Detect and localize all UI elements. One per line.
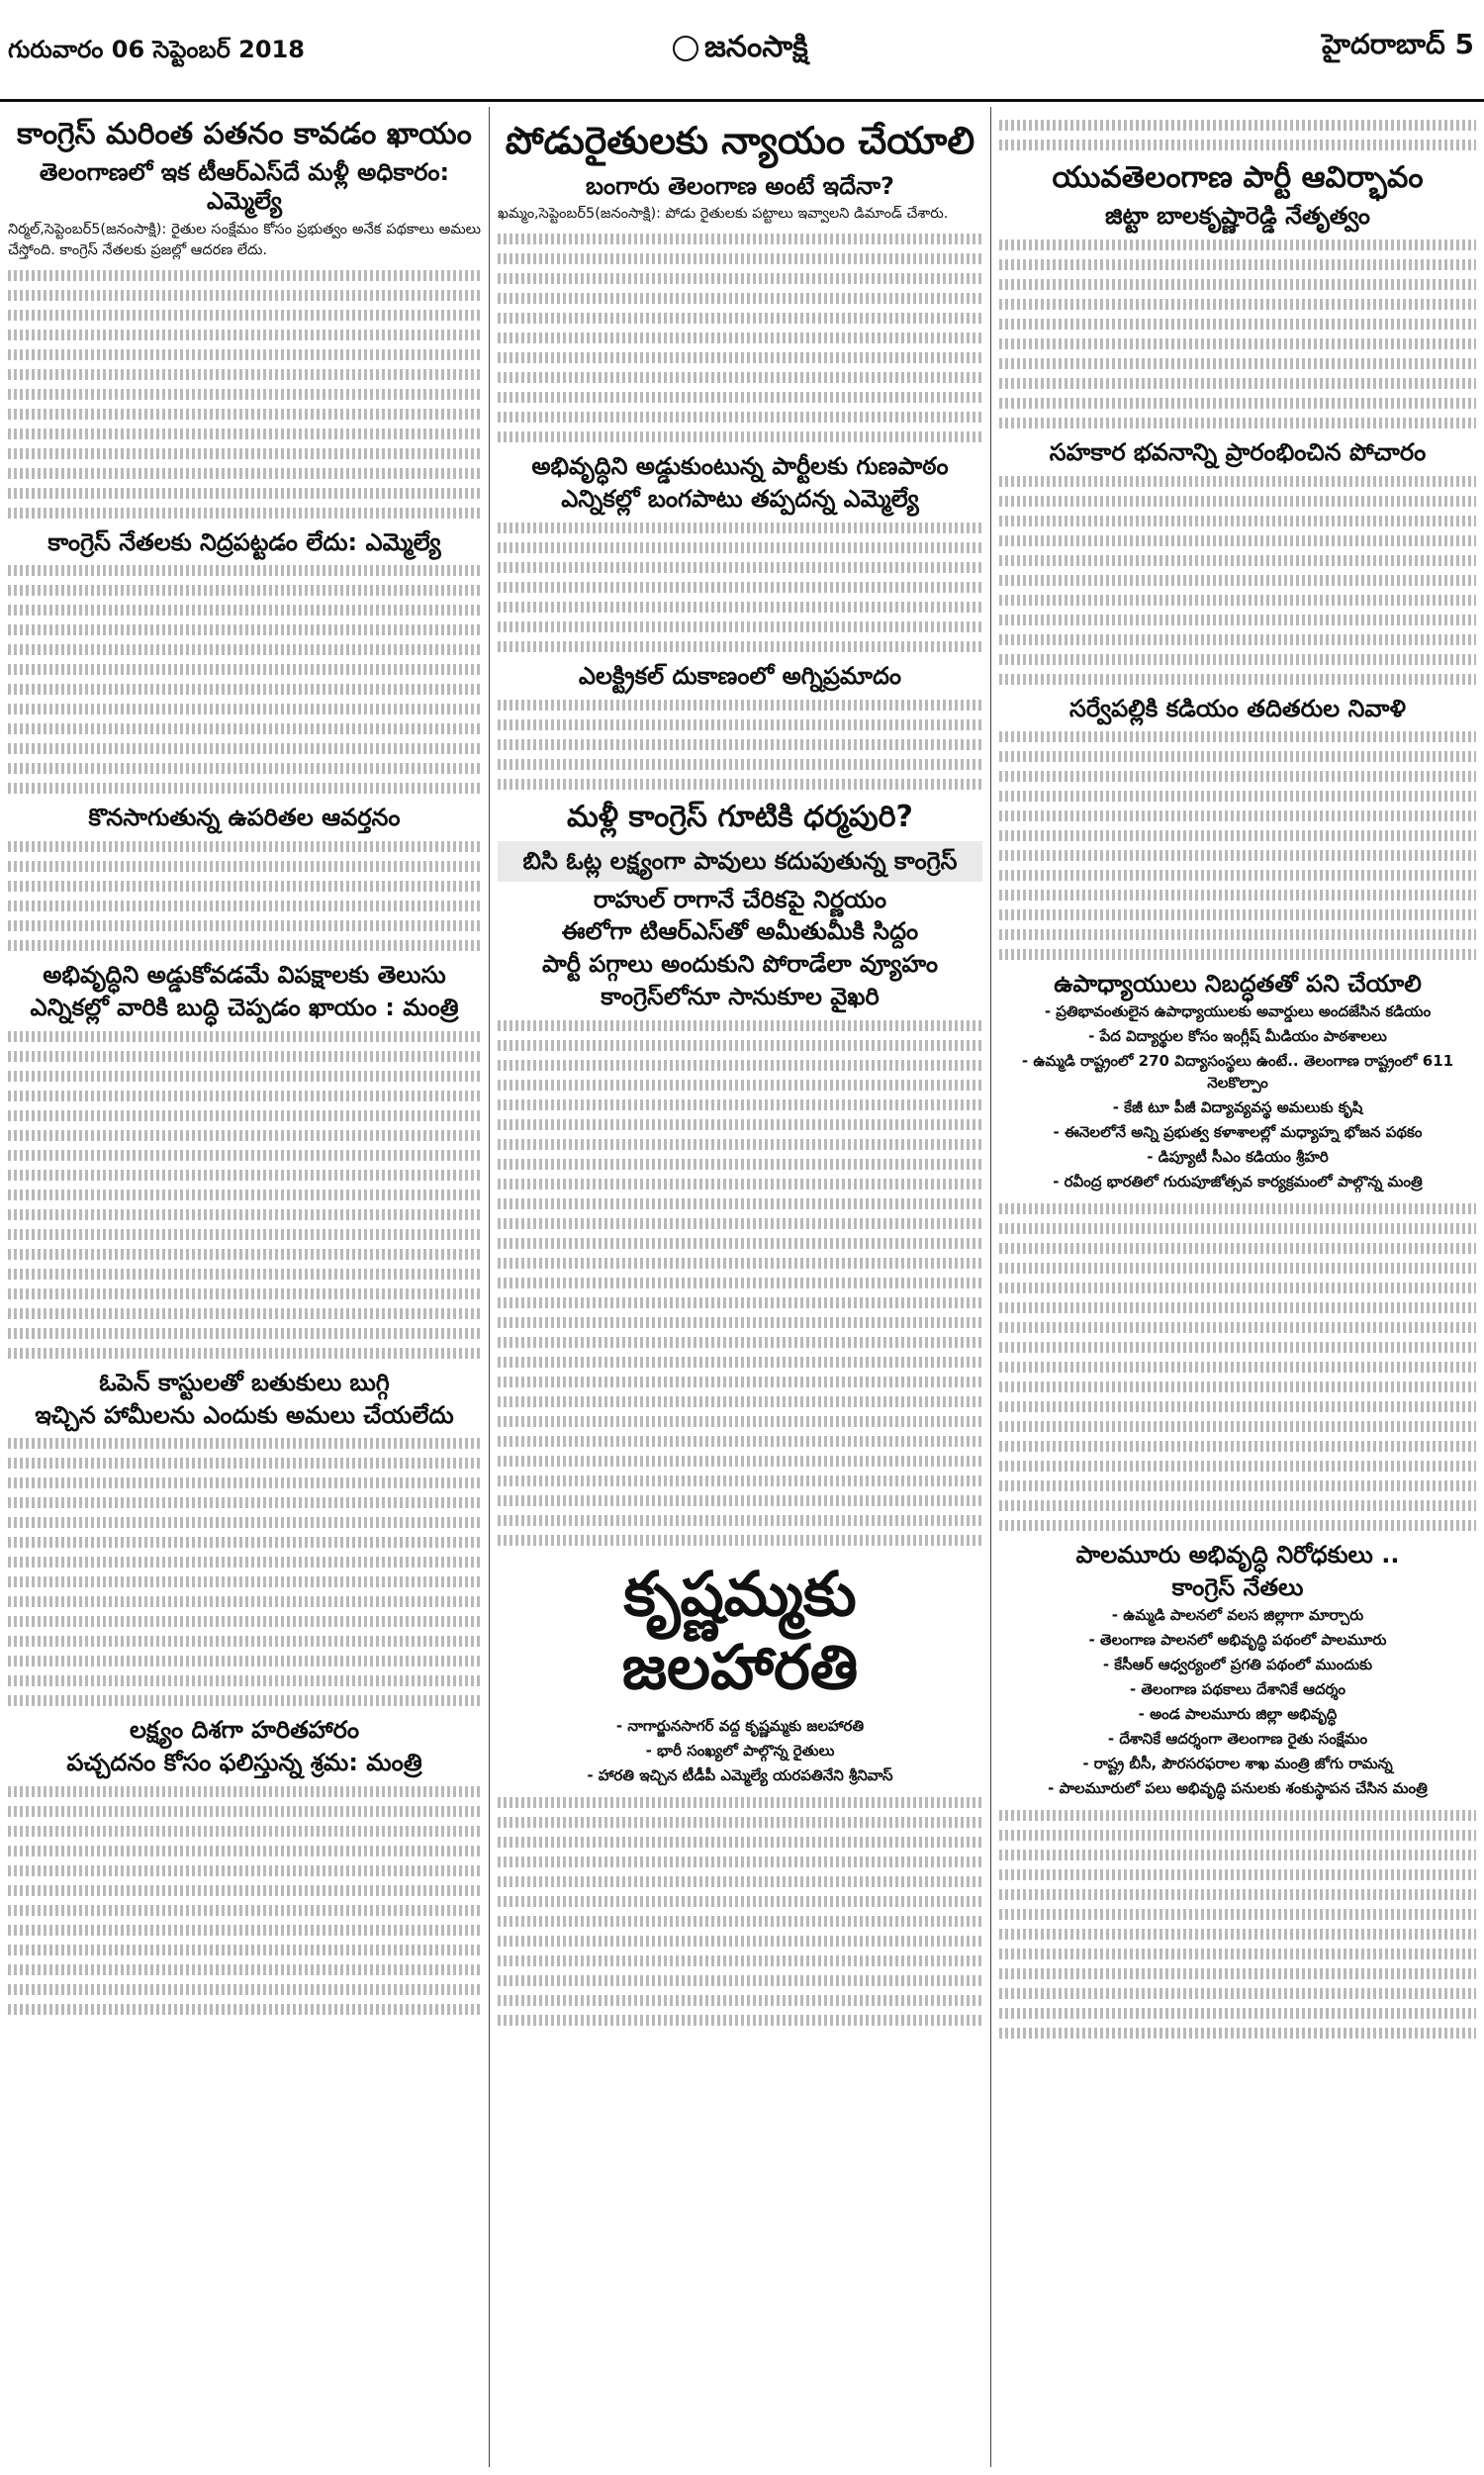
bullet-point: - అండ పాలమూరు జిల్లా అభివృద్ధి [1138, 1704, 1338, 1723]
bullet-point: - ఉమ్మడి పాలనలో వలస జిల్లాగా మార్చారు [1111, 1605, 1364, 1624]
article-body [8, 841, 481, 951]
subheadline: తెలంగాణలో ఇక టీఆర్ఎస్‌దే మళ్లీ అధికారం: ఎమ్మెల్యే [39, 158, 450, 215]
headline: యువతెలంగాణ పార్టీ ఆవిర్భావం [1052, 160, 1424, 195]
column-left [8, 111, 481, 2025]
article-body [999, 1203, 1476, 1531]
headline: సహకార భవనాన్ని ప్రారంభించిన పోచారం [1049, 437, 1427, 466]
column-right [999, 111, 1476, 2048]
headline: సర్వేపల్లికి కడియం తదితరుల నివాళి [1069, 694, 1406, 722]
headline: పోడురైతులకు న్యాయం చేయాలి [505, 119, 975, 162]
bullet-point: - కేసీఆర్ ఆధ్వర్యంలో ప్రగతి పథంలో ముందుకు [1102, 1655, 1373, 1673]
headline: కొనసాగుతున్న ఉపరితల ఆవర్తనం [88, 804, 401, 832]
bullet-point: - నాగార్జునసాగర్ వద్ద కృష్ణమ్మకు జలహారతి [615, 1716, 865, 1735]
subheadline: బంగారు తెలంగాణ అంటే ఇదేనా? [586, 171, 894, 200]
bullet-point: - ఉమ్మడి రాష్ట్రంలో 270 విద్యాసంస్థలు ఉంటే.. తెలంగాణ రాష్ట్రంలో 611 నెలకొల్పాం [1021, 1052, 1454, 1093]
article-body [8, 270, 481, 519]
article-body [498, 523, 982, 652]
subheadline: పార్టీ పగ్గాలు అందుకుని పోరాడేలా వ్యూహం [541, 950, 939, 979]
article-body [999, 1810, 1476, 2039]
subheadline: పచ్చదనం కోసం ఫలిస్తున్న శ్రమ: మంత్రి [66, 1749, 422, 1777]
brand-name: జనంసాక్షి [704, 30, 808, 64]
headline-large: కృష్ణమ్మకు జలహారతి [621, 1557, 859, 1704]
masthead [0, 0, 1484, 99]
subheadline: జిట్టా బాలకృష్ణారెడ్డి నేతృత్వం [1105, 202, 1370, 230]
headline: పాలమూరు అభివృద్ధి నిరోధకులు .. [1075, 1541, 1400, 1570]
article-body [8, 1031, 481, 1359]
bullet-point: - డిప్యూటీ సీఎం కడియం శ్రీహరి [1147, 1148, 1329, 1167]
article-text: నిర్మల్,సెప్టెంబర్5(జనంసాక్షి): రైతుల సంక్షేమం కోసం ప్రభుత్వం అనేక పథకాలు అమలు చేస్తోంది. కాంగ్రెస్ నేతలకు ప్రజల్లో ఆదరణ లేదు. [8, 221, 481, 258]
edition-page: హైదరాబాద్ 5 [1322, 28, 1474, 60]
subheadline: ఈలోగా టిఆర్ఎస్‌తో అమీతుమీకి సిద్దం [561, 917, 919, 946]
headline: అభివృద్ధిని అడ్డుకోవడమే విపక్షాలకు తెలుసు [43, 961, 446, 990]
logo-icon [673, 36, 698, 61]
subheadline: బిసి ఓట్ల లక్ష్యంగా పావులు కదుపుతున్న కాంగ్రెస్ [498, 841, 982, 882]
bullet-point: - తెలంగాణ పథకాలు దేశానికే ఆదర్శం [1129, 1679, 1346, 1698]
bullet-point: - దేశానికే ఆదర్శంగా తెలంగాణ రైతు సంక్షేమం [1107, 1729, 1368, 1748]
headline: కాంగ్రెస్ నేతలకు నిద్రపట్టడం లేదు: ఎమ్మెల్యే [47, 527, 441, 556]
masthead-rule [0, 99, 1484, 102]
subheadline: రాహుల్ రాగానే చేరికపై నిర్ణయం [593, 885, 887, 913]
article-text: ఖమ్మం,సెప్టెంబర్5(జనంసాక్షి): పోడు రైతులకు పట్టాలు ఇవ్వాలని డిమాండ్ చేశారు. [498, 206, 949, 223]
newspaper-brand [673, 30, 808, 71]
headline: ఉపాధ్యాయులు నిబద్ధతతో పని చేయాలి [1054, 970, 1422, 999]
column-divider [489, 107, 490, 2467]
bullet-point: - రవీంద్ర భారతిలో గురుపూజోత్సవ కార్యక్రమంలో పాల్గొన్న మంత్రి [1053, 1173, 1423, 1191]
article-body [8, 1438, 481, 1706]
bullet-point: - పాలమూరులో పలు అభివృద్ధి పనులకు శంకుస్థాపన చేసిన మంత్రి [1048, 1778, 1428, 1797]
bullet-point: - కేజీ టూ పీజీ విద్యావ్యవస్థ అమలుకు కృషి [1112, 1098, 1363, 1117]
article-body [8, 1786, 481, 2015]
bullet-point: - ప్రతిభావంతులైన ఉపాధ్యాయులకు అవార్డులు అందజేసిన కడియం [1044, 1002, 1432, 1021]
article-body [999, 120, 1476, 150]
article-body [498, 700, 982, 790]
subheadline: కాంగ్రెస్ నేతలు [1171, 1572, 1304, 1601]
article-body [999, 731, 1476, 960]
headline: ఓపెన్ కాస్టులతో బతుకులు బుగ్గి [99, 1368, 390, 1396]
article-body [999, 476, 1476, 685]
bullet-point: - భారీ సంఖ్యలో పాల్గొన్న రైతులు [645, 1741, 835, 1760]
article-body [8, 565, 481, 794]
column-middle [498, 111, 982, 2036]
article-body [498, 1020, 982, 1546]
bullet-point: - హారతి ఇచ్చిన టీడీపీ ఎమ్మెల్యే యరపతినేని శ్రీనివాస్ [587, 1765, 893, 1784]
headline: లక్ష్యం దిశగా హరితహారం [130, 1716, 359, 1745]
headline: మళ్లీ కాంగ్రెస్ గూటికి ధర్మపురి? [567, 799, 913, 834]
subheadline: ఎన్నికల్లో బంగపాటు తప్పదన్న ఎమ్మెల్యే [561, 485, 919, 514]
bullet-point: - తెలంగాణ పాలనలో అభివృద్ధి పథంలో పాలమూరు [1088, 1630, 1387, 1649]
bullet-point: - ఈనెలలోనే అన్ని ప్రభుత్వ కళాశాలల్లో మధ్యాహ్న భోజన పథకం [1053, 1123, 1423, 1142]
subheadline: ఎన్నికల్లో వారికి బుద్ధి చెప్పడం ఖాయం : మంత్రి [30, 994, 459, 1022]
article-body [498, 1797, 982, 2026]
headline: కాంగ్రెస్ మరింత పతనం కావడం ఖాయం [17, 117, 472, 151]
article-body [498, 234, 982, 442]
bullet-point: - పేద విద్యార్థుల కోసం ఇంగ్లీష్ మీడియం పాఠశాలలు [1088, 1027, 1387, 1046]
issue-date: గురువారం 06 సెప్టెంబర్ 2018 [8, 36, 305, 63]
article-body [999, 239, 1476, 428]
column-divider [990, 107, 991, 2467]
subheadline: కాంగ్రెస్‌లోనూ సానుకూల వైఖరి [601, 982, 880, 1010]
headline: అభివృద్ధిని అడ్డుకుంటున్న పార్టీలకు గుణపాఠం [531, 452, 949, 481]
headline: ఎలక్ట్రికల్ దుకాణంలో అగ్నిప్రమాదం [578, 662, 902, 690]
bullet-point: - రాష్ట్ర బీసీ, పౌరసరఫరాల శాఖ మంత్రి జోగు రామన్న [1082, 1754, 1393, 1772]
subheadline: ఇచ్చిన హామీలను ఎందుకు అమలు చేయలేదు [35, 1400, 454, 1429]
